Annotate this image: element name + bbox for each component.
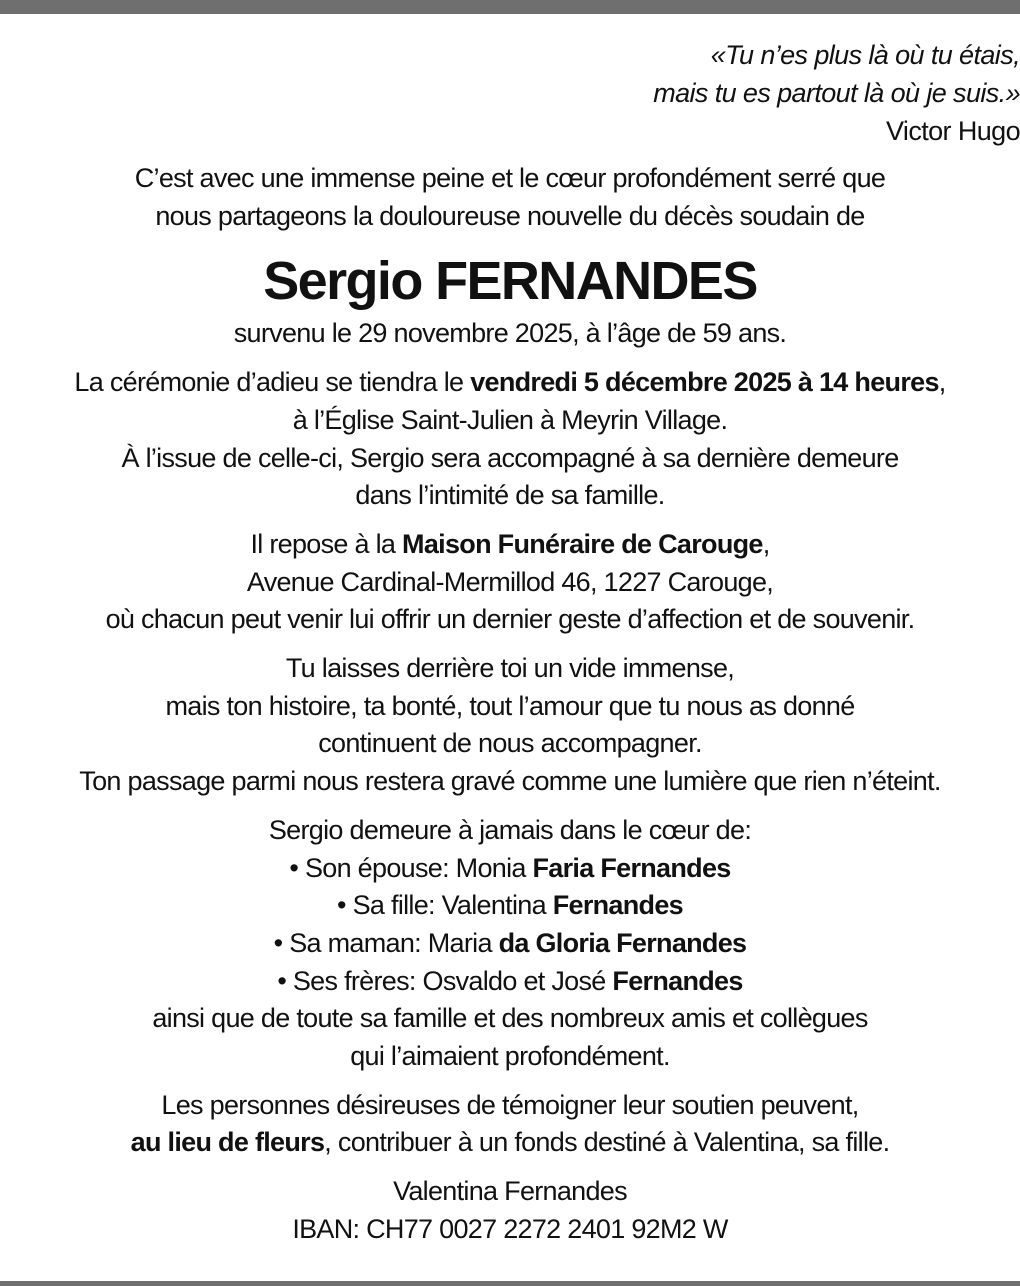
text-line: mais ton histoire, ta bonté, tout l’amour que tu nous as donné [165,690,855,721]
text-line: Les personnes désireuses de témoigner leur soutien peuvent, [161,1089,859,1120]
text-line [0,1124,1020,1162]
text-segment: • Ses frères: Osvaldo et José [277,965,613,996]
family-paragraph [0,812,1020,1076]
bank-details [0,1173,1020,1248]
text-line: où chacun peut venir lui offrir un dernier geste d’affection et de souvenir. [105,604,915,635]
funeral-home-name: Maison Funéraire de Carouge [402,528,763,559]
text-segment: Il repose à la [250,528,403,559]
text-line: ainsi que de toute sa famille et des nombreux amis et collègues [152,1003,868,1034]
text-line: survenu le 29 novembre 2025, à l’âge de 59 ans. [233,318,787,349]
quote-author: Victor Hugo [886,116,1020,146]
text-line: À l’issue de celle-ci, Sergio sera accompagné à sa dernière demeure [121,442,899,473]
epigraph-quote [653,36,1020,150]
text-line: Tu laisses derrière toi un vide immense, [285,653,735,684]
family-member [0,850,1020,888]
text-segment: , [938,367,946,398]
quote-line: «Tu n’es plus là où tu étais, [710,40,1020,70]
tribute-paragraph [0,650,1020,801]
text-line: à l’Église Saint-Julien à Meyrin Village. [292,404,728,435]
account-holder: Valentina Fernandes [393,1176,627,1207]
death-notice [0,315,1020,353]
bottom-rule [0,1281,1020,1286]
ceremony-date: vendredi 5 décembre 2025 à 14 heures [470,367,939,398]
text-line: continuent de nous accompagner. [318,728,702,759]
text-line: Sergio demeure à jamais dans le cœur de: [268,814,752,845]
deceased-name: Sergio FERNANDES [263,251,757,312]
text-line: C’est avec une immense peine et le cœur profondément serré que [134,163,886,193]
text-segment: • Son épouse: Monia [289,852,533,883]
text-line [0,526,1020,564]
donation-paragraph [0,1087,1020,1162]
text-segment: • Sa maman: Maria [273,927,499,958]
text-segment: , contribuer à un fonds destiné à Valentina, sa fille. [324,1127,890,1158]
family-member [0,925,1020,963]
intro-paragraph [0,160,1020,235]
family-member [0,887,1020,925]
rest-location-paragraph [0,526,1020,639]
text-line: qui l’aimaient profondément. [350,1041,670,1072]
text-line: dans l’intimité de sa famille. [355,480,665,511]
ceremony-paragraph [0,364,1020,515]
text-line [0,364,1020,402]
text-segment: • Sa fille: Valentina [337,890,553,921]
obituary-body [0,160,1020,1260]
text-line: Ton passage parmi nous restera gravé comme une lumière que rien n’éteint. [79,766,941,797]
emphasis-text: au lieu de fleurs [130,1127,325,1158]
text-line: nous partageons la douloureuse nouvelle du décès soudain de [155,200,865,231]
family-member [0,963,1020,1001]
family-surname: Faria Fernandes [532,852,731,883]
text-segment: , [762,528,770,559]
family-surname: da Gloria Fernandes [498,927,747,958]
text-segment: La cérémonie d’adieu se tiendra le [74,367,471,398]
iban: IBAN: CH77 0027 2272 2401 92M2 W [292,1213,728,1244]
quote-line: mais tu es partout là où je suis.» [653,78,1020,108]
top-rule [0,0,1020,14]
family-surname: Fernandes [612,965,743,996]
family-surname: Fernandes [552,890,683,921]
text-line: Avenue Cardinal-Mermillod 46, 1227 Carouge, [246,566,774,597]
